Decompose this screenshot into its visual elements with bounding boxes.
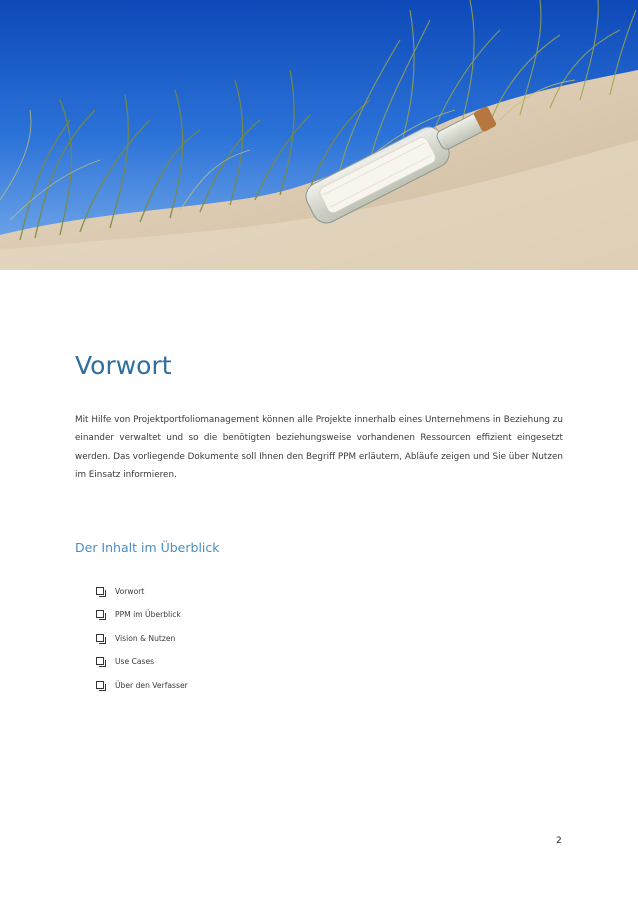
intro-paragraph: Mit Hilfe von Projektportfoliomanagement können alle Projekte innerhalb eines Unternehmens in Beziehung zu einander verwaltet und so die benötigten beziehungsweise vorhandenen Ressourcen effizient eingesetzt werden. Das vorliegende Dokumente soll Ihnen den Begriff PPM erläutern, Abläufe zeigen und Sie über Nutzen im Einsatz informieren. xyxy=(75,415,563,480)
page-number: 2 xyxy=(556,836,562,846)
page-title: Vorwort xyxy=(75,351,172,380)
checkbox-bullet-icon xyxy=(96,587,105,596)
beach-bottle-illustration xyxy=(0,0,638,270)
toc-heading: Der Inhalt im Überblick xyxy=(75,540,220,555)
toc-item-use-cases xyxy=(96,656,188,668)
toc-item-label: PPM im Überblick xyxy=(115,610,181,619)
toc-item-label: Vorwort xyxy=(115,586,145,596)
checkbox-bullet-icon xyxy=(96,610,105,619)
checkbox-bullet-icon xyxy=(96,681,105,690)
checkbox-bullet-icon xyxy=(96,634,105,643)
toc-item-label: Über den Verfasser xyxy=(115,680,188,690)
toc-list xyxy=(96,585,188,703)
toc-item-vorwort xyxy=(96,585,188,597)
hero-image xyxy=(0,0,638,270)
toc-item-label: Use Cases xyxy=(115,657,155,666)
toc-item-ppm xyxy=(96,609,188,621)
toc-item-verfasser xyxy=(96,679,188,691)
toc-item-label: Vision & Nutzen xyxy=(115,633,176,643)
checkbox-bullet-icon xyxy=(96,657,105,666)
toc-item-vision xyxy=(96,632,188,644)
